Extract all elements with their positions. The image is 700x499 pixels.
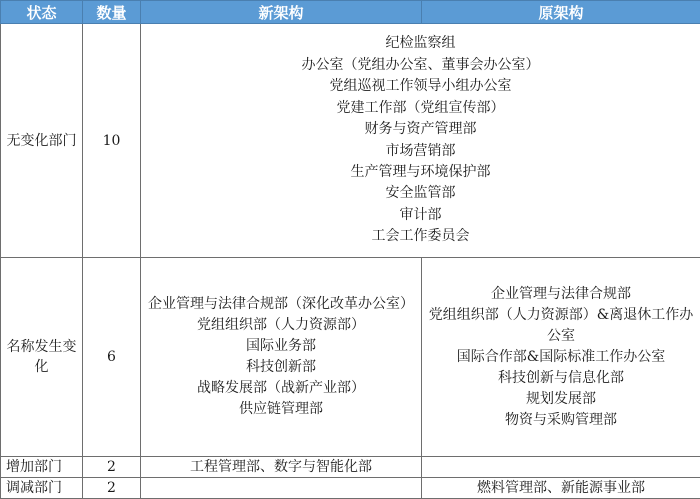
department-item: 安全监管部 [141, 183, 700, 204]
department-item: 战略发展部（战新产业部） [147, 378, 415, 399]
old-structure-cell [422, 457, 700, 478]
department-item: 市场营销部 [141, 141, 700, 162]
count-cell: 2 [83, 457, 141, 478]
department-item: 办公室（党组办公室、董事会办公室） [141, 55, 700, 76]
department-item: 科技创新与信息化部 [428, 368, 694, 389]
unchanged-departments-cell [141, 24, 700, 258]
count-cell: 10 [83, 24, 141, 258]
new-structure-cell [141, 258, 422, 457]
header-new-structure: 新架构 [141, 1, 422, 24]
department-item: 党建工作部（党组宣传部） [141, 98, 700, 119]
header-count: 数量 [83, 1, 141, 24]
new-structure-cell: 工程管理部、数字与智能化部 [141, 457, 422, 478]
new-structure-cell [141, 478, 422, 499]
department-item: 国际业务部 [147, 336, 415, 357]
department-item: 企业管理与法律合规部（深化改革办公室） [147, 294, 415, 315]
department-item: 党组巡视工作领导小组办公室 [141, 76, 700, 97]
table-row-unchanged [1, 24, 700, 258]
status-cell: 无变化部门 [1, 24, 83, 258]
header-status: 状态 [1, 1, 83, 24]
status-cell: 调减部门 [1, 478, 83, 499]
count-cell: 2 [83, 478, 141, 499]
status-cell: 增加部门 [1, 457, 83, 478]
department-item: 科技创新部 [147, 357, 415, 378]
department-item: 党组组织部（人力资源部） [147, 315, 415, 336]
count-cell: 6 [83, 258, 141, 457]
table-row-added [1, 457, 700, 478]
department-item: 财务与资产管理部 [141, 119, 700, 140]
department-item: 党组组织部（人力资源部）&离退休工作办公室 [428, 305, 694, 347]
header-old-structure: 原架构 [422, 1, 700, 24]
department-item: 物资与采购管理部 [428, 410, 694, 431]
table-row-renamed [1, 258, 700, 457]
department-item: 生产管理与环境保护部 [141, 162, 700, 183]
department-item: 工会工作委员会 [141, 226, 700, 247]
department-item: 供应链管理部 [147, 399, 415, 420]
department-item: 企业管理与法律合规部 [428, 284, 694, 305]
old-structure-cell: 燃料管理部、新能源事业部 [422, 478, 700, 499]
department-item: 审计部 [141, 205, 700, 226]
old-structure-cell [422, 258, 700, 457]
table-row-removed [1, 478, 700, 499]
department-item: 国际合作部&国际标准工作办公室 [428, 347, 694, 368]
department-item: 规划发展部 [428, 389, 694, 410]
status-cell: 名称发生变化 [1, 258, 83, 457]
department-item: 纪检监察组 [141, 33, 700, 54]
header-row [1, 1, 700, 24]
